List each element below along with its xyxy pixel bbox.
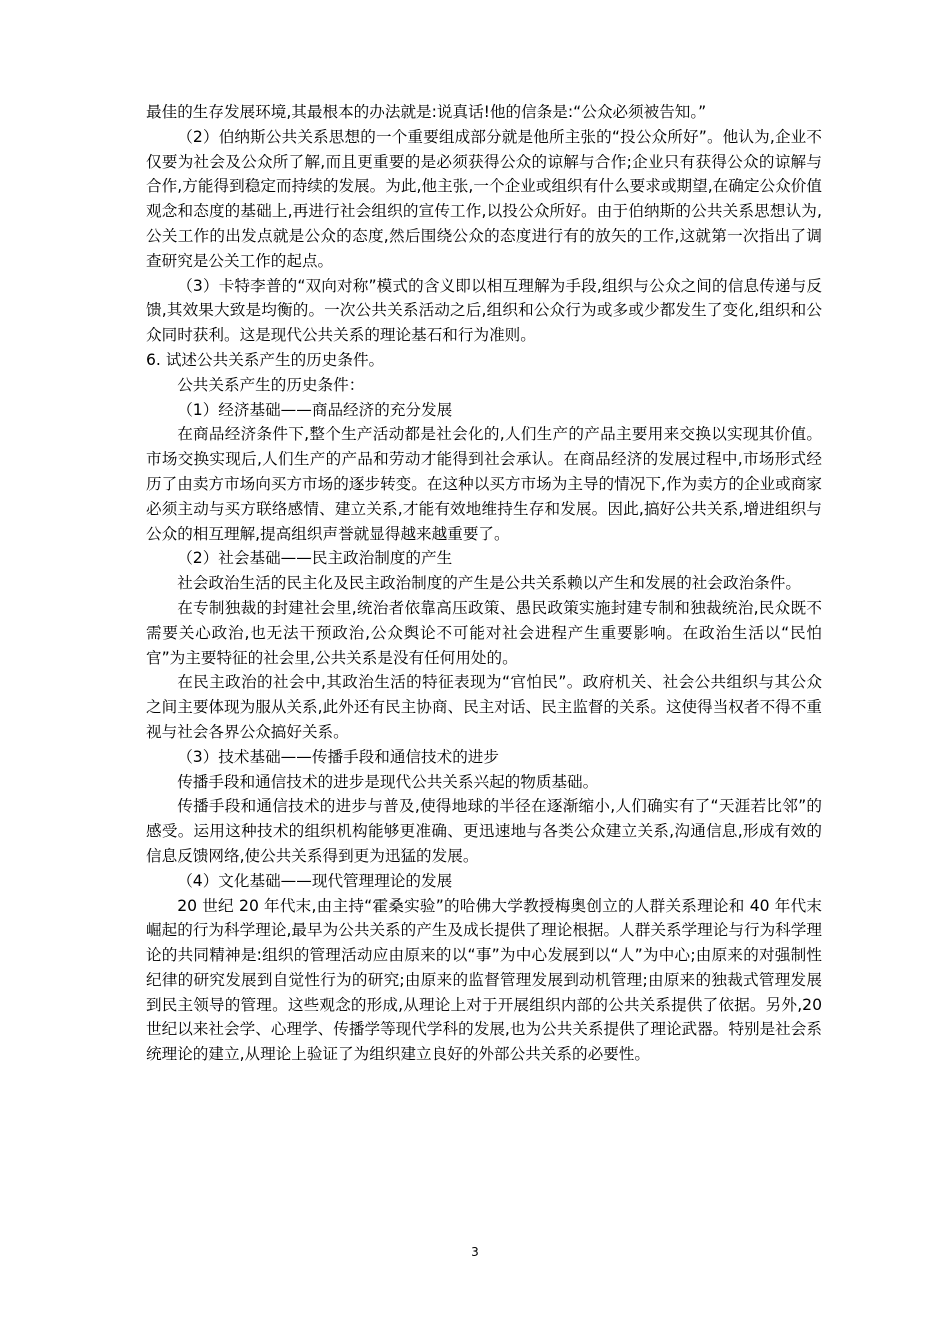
paragraph-social-basis-3: 在民主政治的社会中,其政治生活的特征表现为“官怕民”。政府机关、社会公共组织与其公众之间主要体现为服从关系,此外还有民主协商、民主对话、民主监督的关系。这使得当权者不得不重视与社会各界公众搞好关系。 — [146, 673, 822, 741]
answer-intro: 公共关系产生的历史条件： — [177, 375, 365, 394]
question-6-heading: 6. 试述公共关系产生的历史条件。 — [146, 350, 385, 369]
paragraph-cultural-basis: 20 世纪 20 年代末,由主持“霍桑实验”的哈佛大学教授梅奥创立的人群关系理论和 40 年代末崛起的行为科学理论,最早为公共关系的产生及成长提供了理论根据。人群关系学理论与行为科学理论的共同精神是:组织的管理活动应由原来的以“事”为中心发展到以“人”为中心;由原来的对强制性纪律的研究发展到自觉性行为的研究;由原来的监督管理发展到动机管理;由原来的独裁式管理发展到民主领导的管理。这些观念的形成,从理论上对于开展组织内部的公共关系提供了依据。另外,20 世纪以来社会学、心理学、传播学等现代学科的发展,也为公共关系提供了理论武器。特别是社会系统理论的建立,从理论上验证了为组织建立良好的外部公共关系的必要性。 — [146, 896, 822, 1064]
paragraph-social-basis-1: 社会政治生活的民主化及民主政治制度的产生是公共关系赖以产生和发展的社会政治条件。 — [177, 574, 801, 593]
section-economic-basis: （1）经济基础——商品经济的充分发展 — [177, 400, 453, 419]
section-cultural-basis: （4）文化基础——现代管理理论的发展 — [177, 871, 453, 890]
document-body — [146, 100, 822, 1067]
section-technical-basis: （3）技术基础——传播手段和通信技术的进步 — [177, 747, 499, 766]
paragraph-continuation: 最佳的生存发展环境,其最根本的办法就是:说真话!他的信条是:“公众必须被告知。” — [146, 103, 707, 121]
page-number: 3 — [471, 1245, 479, 1259]
paragraph-technical-basis-2: 传播手段和通信技术的进步与普及,使得地球的半径在逐渐缩小,人们确实有了“天涯若比邻”的感受。运用这种技术的组织机构能够更准确、更迅速地与各类公众建立关系,沟通信息,形成有效的信息反馈网络,使公共关系得到更为迅猛的发展。 — [146, 797, 822, 865]
section-social-basis: （2）社会基础——民主政治制度的产生 — [177, 549, 453, 568]
paragraph-bernays-point-2: （2）伯纳斯公共关系思想的一个重要组成部分就是他所主张的“投公众所好”。他认为,企业不仅要为社会及公众所了解,而且更重要的是必须获得公众的谅解与合作;企业只有获得公众的谅解与合作,方能得到稳定而持续的发展。为此,他主张,一个企业或组织有什么要求或期望,在确定公众价值观念和态度的基础上,再进行社会组织的宣传工作,以投公众所好。由于伯纳斯的公共关系思想认为,公关工作的出发点就是公众的态度,然后围绕公众的态度进行有的放矢的工作,这就第一次指出了调查研究是公关工作的起点。 — [146, 127, 822, 270]
paragraph-cutlip-point-3: （3）卡特李普的“双向对称”模式的含义即以相互理解为手段,组织与公众之间的信息传递与反馈,其效果大致是均衡的。一次公共关系活动之后,组织和公众行为或多或少都发生了变化,组织和公众同时获利。这是现代公共关系的理论基石和行为准则。 — [146, 276, 822, 345]
paragraph-social-basis-2: 在专制独裁的封建社会里,统治者依靠高压政策、愚民政策实施封建专制和独裁统治,民众既不需要关心政治,也无法干预政治,公众舆论不可能对社会进程产生重要影响。在政治生活以“民怕官”为主要特征的社会里,公共关系是没有任何用处的。 — [146, 598, 822, 667]
paragraph-technical-basis-1: 传播手段和通信技术的进步是现代公共关系兴起的物质基础。 — [177, 772, 599, 791]
paragraph-economic-basis: 在商品经济条件下,整个生产活动都是社会化的,人们生产的产品主要用来交换以实现其价值。市场交换实现后,人们生产的产品和劳动才能得到社会承认。在商品经济的发展过程中,市场形式经历了由卖方市场向买方市场的逐步转变。在这种以买方市场为主导的情况下,作为卖方的企业或商家必须主动与买方联络感情、建立关系,才能有效地维持生存和发展。因此,搞好公共关系,增进组织与公众的相互理解,提高组织声誉就显得越来越重要了。 — [146, 425, 822, 543]
